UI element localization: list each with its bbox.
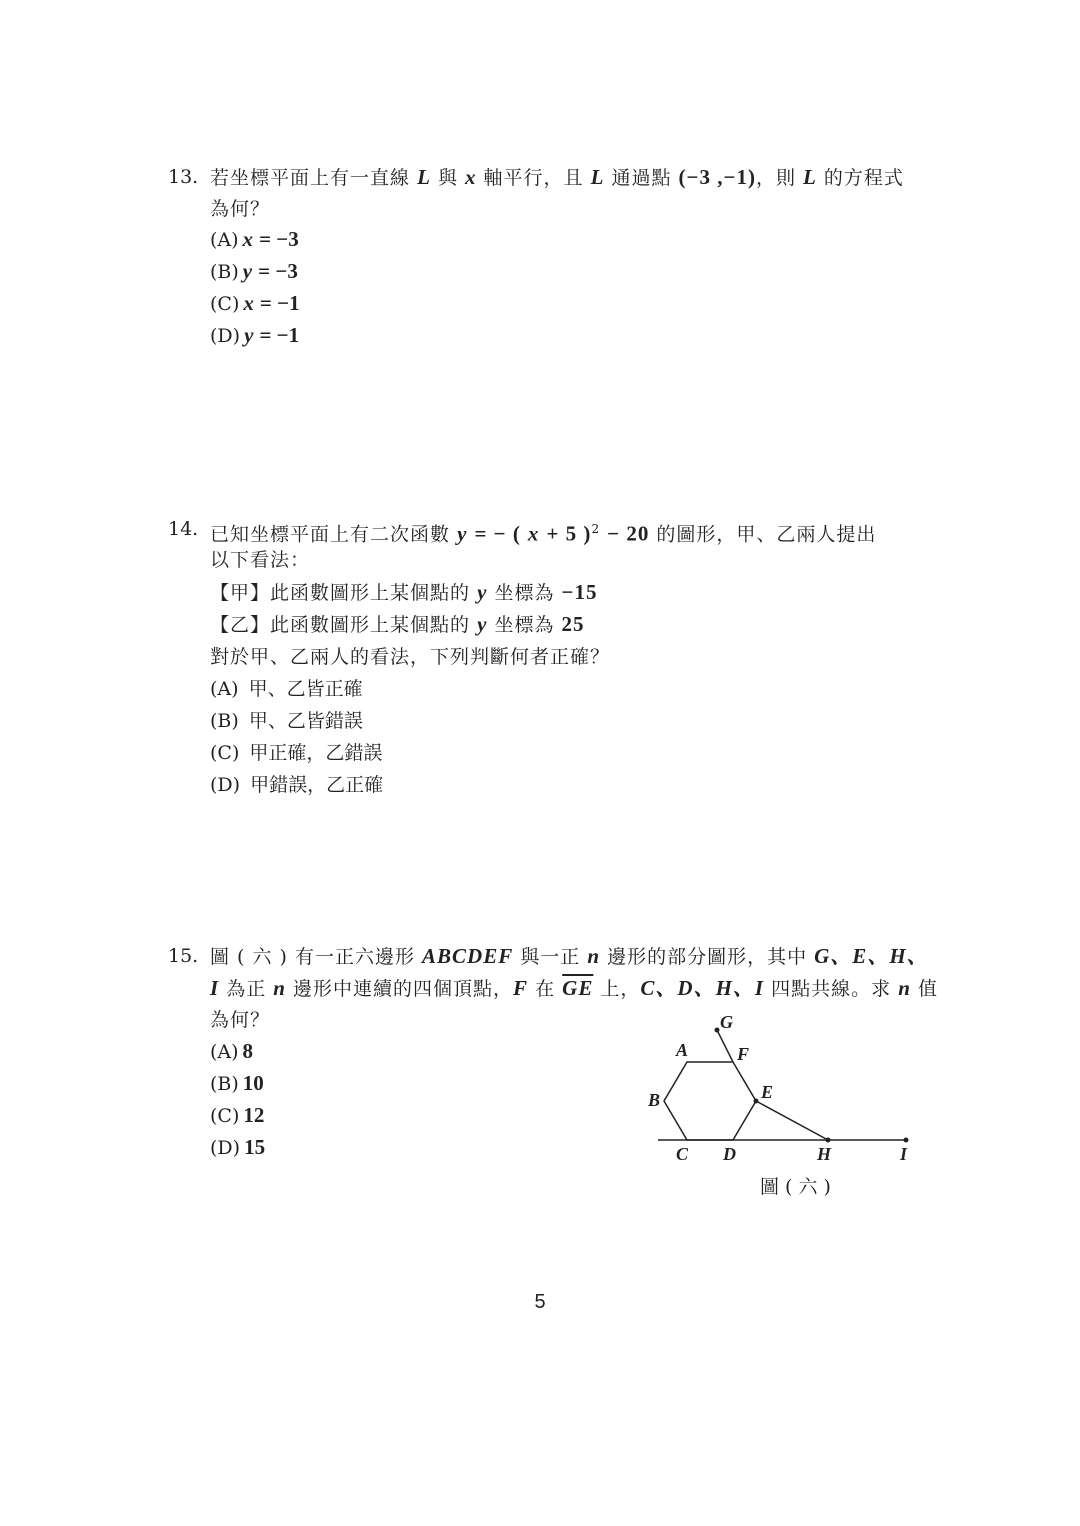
math-value: −15 <box>561 580 598 604</box>
text: 值 <box>917 978 938 1000</box>
option-value: 12 <box>243 1103 265 1127</box>
point-g <box>715 1028 720 1033</box>
label-g: G <box>720 1012 733 1032</box>
math-expr: + 5 ) <box>546 521 592 546</box>
text: 軸平行，且 <box>483 167 584 189</box>
figure-hexagon-polygon <box>640 1008 930 1168</box>
math-var: L <box>803 165 817 189</box>
option-label: (D) <box>210 325 241 347</box>
question-text-line-1 <box>210 165 904 190</box>
math-expr: = −3 <box>258 259 298 283</box>
option-value: 8 <box>242 1039 254 1063</box>
text: 坐標為 <box>494 582 555 604</box>
segment-eh <box>756 1101 828 1140</box>
option-label: (C) <box>210 742 240 764</box>
math-var: L <box>590 165 605 189</box>
math-point: (−3 ,−1) <box>678 165 756 189</box>
option-value: 10 <box>242 1071 264 1095</box>
segment-ge: $\overline{GE}$ <box>562 976 594 1000</box>
text: 與一正 <box>520 946 581 968</box>
option-b[interactable] <box>210 1071 264 1096</box>
option-label: (A) <box>210 678 239 700</box>
option-d[interactable] <box>210 773 383 797</box>
text: 在 <box>535 978 556 1000</box>
option-a[interactable] <box>210 1039 253 1064</box>
text: 邊形中連續的四個頂點， <box>293 978 514 1000</box>
math-expr: = −1 <box>259 291 300 315</box>
option-a[interactable] <box>210 677 363 701</box>
math-value: 25 <box>561 612 585 636</box>
hexagon-abcdef <box>664 1062 756 1140</box>
option-b[interactable] <box>210 259 298 284</box>
option-d[interactable] <box>210 323 299 348</box>
point-h <box>826 1138 831 1143</box>
option-text: 甲、乙皆錯誤 <box>248 710 363 732</box>
question-prompt: 對於甲、乙兩人的看法，下列判斷何者正確？ <box>210 646 611 668</box>
math-expr: = − ( <box>474 521 521 546</box>
math-expr: = −3 <box>259 227 299 251</box>
math-var: y <box>477 580 488 604</box>
question-text-line-1 <box>210 944 929 969</box>
statement-jia <box>210 580 597 605</box>
math-var: x <box>465 165 477 189</box>
question-number: 13. <box>168 166 199 188</box>
label-c: C <box>676 1144 689 1164</box>
question-number: 14. <box>168 518 199 540</box>
math-var: x <box>527 521 540 546</box>
math-var: x <box>242 227 254 251</box>
text: 邊形的部分圖形，其中 <box>607 946 808 968</box>
question-text-line-2: 為何？ <box>210 198 271 220</box>
text: ，則 <box>755 167 796 189</box>
text: 【乙】此函數圖形上某個點的 <box>210 614 471 636</box>
text: 與 <box>437 167 458 189</box>
math-var: n <box>587 944 601 968</box>
option-label: (C) <box>210 293 240 315</box>
label-i: I <box>900 1144 908 1164</box>
label-f: F <box>737 1044 750 1064</box>
math-var: x <box>243 291 254 315</box>
option-b[interactable] <box>210 709 363 733</box>
question-text-line-3: 為何？ <box>210 1009 271 1031</box>
option-text: 甲正確，乙錯誤 <box>249 742 383 764</box>
question-text-line-1 <box>210 517 876 546</box>
page-number: 5 <box>534 1291 546 1313</box>
segment-gf <box>717 1030 733 1062</box>
math-points: C、D、H、I <box>640 976 765 1000</box>
math-var: n <box>273 976 286 1000</box>
option-label: (D) <box>210 1137 241 1159</box>
point-e <box>754 1099 759 1104</box>
option-label: (A) <box>210 229 239 251</box>
math-var: ABCDEF <box>422 944 514 968</box>
text: 已知坐標平面上有二次函數 <box>210 523 451 546</box>
option-d[interactable] <box>210 1135 265 1160</box>
text: 圖 ( 六 ) 有一正六邊形 <box>210 946 415 968</box>
math-var: y <box>244 323 254 347</box>
option-label: (B) <box>210 710 239 732</box>
math-expr: − 20 <box>607 521 650 546</box>
math-var: y <box>477 612 488 636</box>
math-var: n <box>898 976 911 1000</box>
statement-yi <box>210 612 585 637</box>
question-text-line-2: 以下看法： <box>210 549 311 571</box>
option-label: (B) <box>210 261 239 283</box>
text: 四點共線。求 <box>771 978 892 1000</box>
text: 上， <box>600 978 641 1000</box>
option-label: (A) <box>210 1041 239 1063</box>
point-i <box>904 1138 909 1143</box>
text: 的方程式 <box>823 167 904 189</box>
option-c[interactable] <box>210 741 382 765</box>
math-var: y <box>457 521 468 546</box>
text: 【甲】此函數圖形上某個點的 <box>210 582 471 604</box>
figure-caption: 圖 ( 六 ) <box>760 1176 831 1198</box>
math-var: y <box>242 259 253 283</box>
option-label: (D) <box>210 774 241 796</box>
math-var: F <box>513 976 529 1000</box>
text: 若坐標平面上有一直線 <box>210 167 411 189</box>
option-value: 15 <box>244 1135 266 1159</box>
text: 為正 <box>226 978 267 1000</box>
option-label: (C) <box>210 1105 240 1127</box>
text: 的圖形，甲、乙兩人提出 <box>656 523 877 546</box>
label-e: E <box>761 1082 774 1102</box>
question-text-line-2 <box>210 976 938 1001</box>
label-h: H <box>817 1144 832 1164</box>
option-c[interactable] <box>210 1103 264 1128</box>
option-label: (B) <box>210 1073 239 1095</box>
text: 通過點 <box>611 167 672 189</box>
option-text: 甲、乙皆正確 <box>248 678 363 700</box>
exponent: 2 <box>591 522 601 536</box>
text: 坐標為 <box>494 614 555 636</box>
math-var: L <box>417 165 431 189</box>
math-var: I <box>210 976 220 1000</box>
math-points: G、E、H、 <box>814 944 929 968</box>
option-a[interactable] <box>210 227 299 252</box>
label-d: D <box>723 1144 736 1164</box>
math-expr: = −1 <box>259 323 300 347</box>
option-c[interactable] <box>210 291 300 316</box>
label-b: B <box>648 1090 661 1110</box>
option-text: 甲錯誤，乙正確 <box>250 774 384 796</box>
label-a: A <box>676 1040 689 1060</box>
question-number: 15. <box>168 945 199 967</box>
